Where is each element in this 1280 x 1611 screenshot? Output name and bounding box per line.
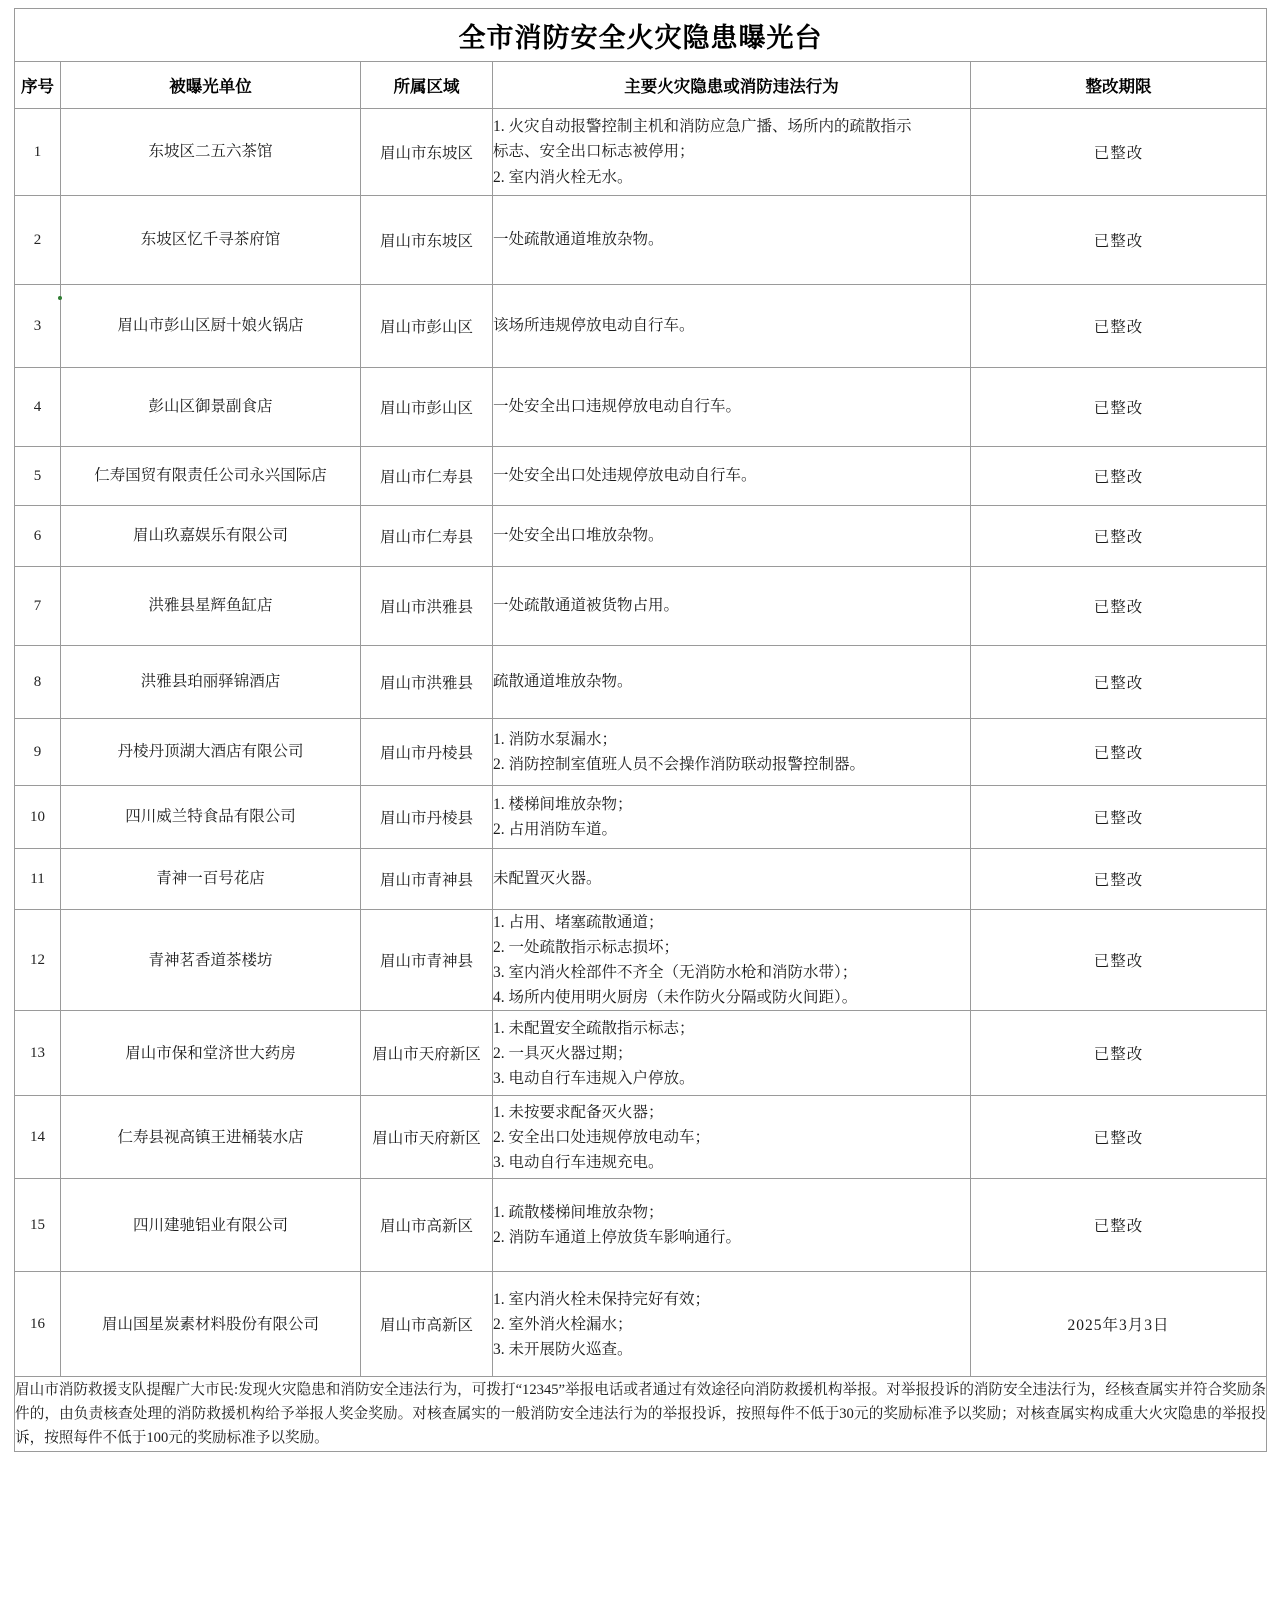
- column-header-deadline: 整改期限: [971, 62, 1267, 109]
- issue-line-1: 1. 消防水泵漏水；: [493, 730, 618, 748]
- table-row: [15, 786, 1267, 849]
- column-header-region: 所属区域: [361, 62, 493, 109]
- table-row: [15, 646, 1267, 719]
- row-unit: 眉山国星炭素材料股份有限公司: [61, 1272, 361, 1377]
- row-unit: 四川建驰铝业有限公司: [61, 1179, 361, 1272]
- row-index: 14: [15, 1096, 61, 1179]
- table-row: [15, 447, 1267, 506]
- issue-line-2: 2. 消防控制室值班人员不会操作消防联动报警控制器。: [493, 756, 866, 773]
- title-row: [15, 9, 1267, 62]
- row-issue: [493, 910, 971, 1011]
- table-row: [15, 1096, 1267, 1179]
- row-region: 眉山市彭山区: [361, 285, 493, 368]
- issue-line-1: 1. 疏散楼梯间堆放杂物；: [493, 1204, 664, 1222]
- fire-hazard-exposure-table: [14, 8, 1267, 1452]
- row-issue: [493, 646, 971, 719]
- row-region: 眉山市东坡区: [361, 196, 493, 285]
- row-deadline: 已整改: [971, 567, 1267, 646]
- row-region: 眉山市天府新区: [361, 1096, 493, 1179]
- row-deadline: 已整改: [971, 719, 1267, 786]
- column-header-unit: 被曝光单位: [61, 62, 361, 109]
- row-issue: [493, 1011, 971, 1096]
- issue-line-3: 3. 电动自行车违规充电。: [493, 1153, 664, 1171]
- row-deadline: 已整改: [971, 646, 1267, 719]
- issue-line-1: 1. 楼梯间堆放杂物；: [493, 795, 633, 813]
- row-index: 4: [15, 368, 61, 447]
- row-deadline: 已整改: [971, 447, 1267, 506]
- issue-line-3: 3. 室内消火栓部件不齐全（无消防水枪和消防水带）；: [493, 964, 858, 982]
- row-deadline: 2025年3月3日: [971, 1272, 1267, 1377]
- row-region: 眉山市东坡区: [361, 109, 493, 196]
- issue-line-1: 未配置灭火器。: [493, 870, 602, 888]
- row-index: 5: [15, 447, 61, 506]
- issue-line-3: 3. 电动自行车违规入户停放。: [493, 1069, 695, 1087]
- table-row: [15, 719, 1267, 786]
- table-row: [15, 506, 1267, 567]
- row-issue: [493, 567, 971, 646]
- row-deadline: 已整改: [971, 786, 1267, 849]
- row-region: 眉山市丹棱县: [361, 786, 493, 849]
- row-index: 8: [15, 646, 61, 719]
- row-unit: 彭山区御景副食店: [61, 368, 361, 447]
- row-index: 9: [15, 719, 61, 786]
- row-issue: [493, 109, 971, 196]
- issue-line-2: 2. 消防车通道上停放货车影响通行。: [493, 1229, 742, 1247]
- row-issue: [493, 1179, 971, 1272]
- issue-line-1: 一处疏散通道被货物占用。: [493, 597, 680, 615]
- row-deadline: 已整改: [971, 506, 1267, 567]
- row-index: 15: [15, 1179, 61, 1272]
- row-deadline: 已整改: [971, 1179, 1267, 1272]
- row-issue: [493, 786, 971, 849]
- issue-line-2: 2. 室外消火栓漏水；: [493, 1315, 633, 1333]
- row-index: 16: [15, 1272, 61, 1377]
- row-unit: 仁寿国贸有限责任公司永兴国际店: [61, 447, 361, 506]
- row-unit: 青神茗香道茶楼坊: [61, 910, 361, 1011]
- issue-line-4: 4. 场所内使用明火厨房（未作防火分隔或防火间距）。: [493, 989, 858, 1007]
- row-deadline: 已整改: [971, 849, 1267, 910]
- issue-line-1: 一处疏散通道堆放杂物。: [493, 231, 664, 249]
- row-deadline: 已整改: [971, 1011, 1267, 1096]
- column-header-issue: 主要火灾隐患或消防违法行为: [493, 62, 971, 109]
- issue-line-1: 一处安全出口堆放杂物。: [493, 527, 664, 545]
- footer-row: [15, 1377, 1267, 1452]
- row-index: 12: [15, 910, 61, 1011]
- row-region: 眉山市天府新区: [361, 1011, 493, 1096]
- table-row: [15, 1179, 1267, 1272]
- table-row: [15, 910, 1267, 1011]
- row-region: 眉山市高新区: [361, 1272, 493, 1377]
- row-region: 眉山市高新区: [361, 1179, 493, 1272]
- row-deadline: 已整改: [971, 285, 1267, 368]
- row-unit: 丹棱丹顶湖大酒店有限公司: [61, 719, 361, 786]
- table-row: [15, 196, 1267, 285]
- row-unit: 四川威兰特食品有限公司: [61, 786, 361, 849]
- issue-line-3: 2. 室内消火栓无水。: [493, 168, 633, 186]
- issue-line-3: 3. 未开展防火巡查。: [493, 1340, 633, 1358]
- row-deadline: 已整改: [971, 368, 1267, 447]
- table-row: [15, 567, 1267, 646]
- table-row: [15, 1011, 1267, 1096]
- issue-line-1: 1. 未按要求配备灭火器；: [493, 1103, 664, 1121]
- header-row: [15, 62, 1267, 109]
- reporting-notice: [15, 1377, 1267, 1452]
- issue-line-1: 一处安全出口处违规停放电动自行车。: [493, 467, 757, 485]
- row-issue: [493, 447, 971, 506]
- row-index: 13: [15, 1011, 61, 1096]
- green-anchor-dot-icon: [58, 296, 62, 300]
- issue-line-2: 2. 一具灭火器过期；: [493, 1044, 633, 1062]
- row-deadline: 已整改: [971, 1096, 1267, 1179]
- issue-line-2: 2. 一处疏散指示标志损坏；: [493, 939, 680, 957]
- issue-line-1: 1. 室内消火栓未保持完好有效；: [493, 1290, 711, 1308]
- row-region: 眉山市洪雅县: [361, 646, 493, 719]
- row-issue: [493, 285, 971, 368]
- table-row: [15, 109, 1267, 196]
- row-index: 1: [15, 109, 61, 196]
- column-header-index: 序号: [15, 62, 61, 109]
- issue-line-1: 1. 未配置安全疏散指示标志；: [493, 1019, 695, 1037]
- row-index: 10: [15, 786, 61, 849]
- row-index: 6: [15, 506, 61, 567]
- row-deadline: 已整改: [971, 196, 1267, 285]
- table-body: [15, 9, 1267, 1452]
- row-unit: 仁寿县视高镇王进桶装水店: [61, 1096, 361, 1179]
- row-unit: 东坡区忆千寻茶府馆: [61, 196, 361, 285]
- issue-line-2: 2. 占用消防车道。: [493, 821, 618, 838]
- row-unit: 眉山市彭山区厨十娘火锅店: [61, 285, 361, 368]
- row-index: 7: [15, 567, 61, 646]
- page-title: 全市消防安全火灾隐患曝光台: [15, 9, 1267, 62]
- table-row: [15, 368, 1267, 447]
- row-region: 眉山市青神县: [361, 849, 493, 910]
- row-issue: [493, 1096, 971, 1179]
- row-region: 眉山市青神县: [361, 910, 493, 1011]
- row-region: 眉山市仁寿县: [361, 447, 493, 506]
- row-region: 眉山市仁寿县: [361, 506, 493, 567]
- row-index: 2: [15, 196, 61, 285]
- row-index: 3: [15, 285, 61, 368]
- row-unit: 东坡区二五六茶馆: [61, 109, 361, 196]
- row-deadline: 已整改: [971, 109, 1267, 196]
- issue-line-1: 该场所违规停放电动自行车。: [493, 317, 695, 335]
- issue-line-1: 一处安全出口违规停放电动自行车。: [493, 398, 742, 416]
- row-region: 眉山市丹棱县: [361, 719, 493, 786]
- row-index: 11: [15, 849, 61, 910]
- row-deadline: 已整改: [971, 910, 1267, 1011]
- table-row: [15, 1272, 1267, 1377]
- issue-line-1: 1. 火灾自动报警控制主机和消防应急广播、场所内的疏散指示: [493, 118, 912, 136]
- row-issue: [493, 506, 971, 567]
- table-row: [15, 285, 1267, 368]
- row-unit: 青神一百号花店: [61, 849, 361, 910]
- table-row: [15, 849, 1267, 910]
- issue-line-1: 疏散通道堆放杂物。: [493, 673, 633, 691]
- reporting-notice-text: 眉山市消防救援支队提醒广大市民:发现火灾隐患和消防安全违法行为，可拨打“12345”举报电话或者通过有效途径向消防救援机构举报。对举报投诉的消防安全违法行为，经核查属实并符合奖励条件的，由负责核查处理的消防救援机构给予举报人奖金奖励。对核查属实的一般消防安全违法行为的举报投诉，按照每件不低于30元的奖励标准予以奖励；对核查属实构成重大火灾隐患的举报投诉，按照每件不低于100元的奖励标准予以奖励。: [15, 1382, 1266, 1447]
- row-issue: [493, 719, 971, 786]
- issue-line-2: 2. 安全出口处违规停放电动车；: [493, 1128, 711, 1146]
- row-unit: 眉山玖嘉娱乐有限公司: [61, 506, 361, 567]
- row-issue: [493, 196, 971, 285]
- row-issue: [493, 368, 971, 447]
- issue-line-2: 标志、安全出口标志被停用；: [493, 143, 695, 161]
- row-issue: [493, 1272, 971, 1377]
- issue-line-1: 1. 占用、堵塞疏散通道；: [493, 914, 664, 931]
- row-region: 眉山市洪雅县: [361, 567, 493, 646]
- row-unit: 洪雅县珀丽驿锦酒店: [61, 646, 361, 719]
- row-issue: [493, 849, 971, 910]
- row-unit: 洪雅县星辉鱼缸店: [61, 567, 361, 646]
- row-unit: 眉山市保和堂济世大药房: [61, 1011, 361, 1096]
- row-region: 眉山市彭山区: [361, 368, 493, 447]
